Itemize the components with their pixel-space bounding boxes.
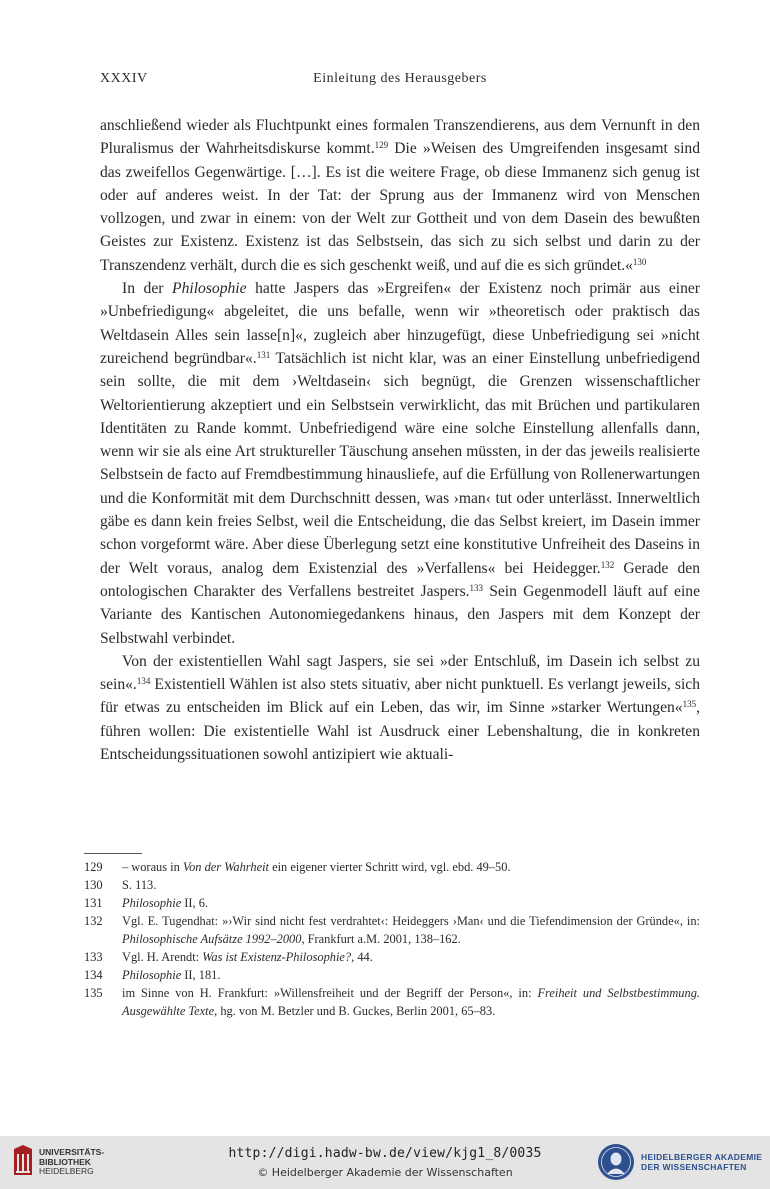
footnote-ref-133[interactable]: 133 [469,582,484,593]
main-text [100,114,700,766]
university-library-name: UNIVERSITÄTS- BIBLIOTHEK HEIDELBERG [39,1147,105,1176]
footnotes [84,858,700,1020]
footnote-ref-132[interactable]: 132 [600,559,615,570]
university-library-logo-icon[interactable] [12,1145,34,1177]
footnote-ref-131[interactable]: 131 [256,349,271,360]
academy-seal-logo-icon[interactable] [597,1143,635,1181]
footnote-ref-130[interactable]: 130 [632,256,647,267]
footnote-130: 130 S. 113. [84,878,157,892]
footnote-133: 133 Vgl. H. Arendt: Was ist Existenz-Philosophie?, 44. [84,950,373,964]
footnote-134: 134 Philosophie II, 181. [84,968,221,982]
paragraph-1: anschließend wieder als Fluchtpunkt eines formalen Transzendierens, aus dem Vernunft in den Pluralismus der Wahrheitsdiskurse kommt.$^{129}$ Die »Weisen des Umgreifenden insgesamt sind das zweifellos Gegenwärtige. […]. Es ist die weitere Frage, ob diese Immanenz sich genug ist oder auf anderes weist. In der Tat: der Sprung aus der Immanenz wird von Menschen vollzogen, und zwar in einem: von der Welt zur Gottheit und von dem Dasein des bewußten Geistes zur Existenz. Existenz ist das Selbstsein, das sich zu sich selbst und darin zu der Transzendenz verhält, durch die es sich geschenkt weiß, und auf die es sich gründet.«$^{130}$ [100,117,701,274]
copyright-notice: © Heidelberger Akademie der Wissenschaften [257,1166,513,1179]
footnote-132: 132 Vgl. E. Tugendhat: »›Wir sind nicht fest verdrahtet‹: Heideggers ›Man‹ und die Tiefendimension der Gründe«, in: Philosophische Aufsätze 1992–2000, Frankfurt a.M. 2001, 138–162. [84,914,700,946]
academy-name: HEIDELBERGER AKADEMIE DER WISSENSCHAFTEN [641,1152,763,1172]
page-folio: XXXIV [100,71,148,86]
page-footer [0,1136,770,1189]
paragraph-2: In der Philosophie hatte Jaspers das »Ergreifen« der Existenz noch primär aus einer »Unbefriedigung« abgeleitet, die uns befalle, wenn wir »theoretisch oder praktisch das Weltdasein Alles sein lasse[n]«, zugleich aber hinzugefügt, diese Unbefriedigung sei »nicht zureichend begründbar«.$^{131}$ Tatsächlich ist nicht klar, was an einer Einstellung unbefriedigend sein sollte, die mit dem ›Weltdasein‹ sich begnügt, die Grenzen wissenschaftlicher Weltorientierung akzeptiert und ein Selbstsein verwirklicht, das mit Brüchen und partikularen Identitäten zu Rande kommt. Unbefriedigend wäre eine solche Einstellung allenfalls dann, wenn wir sie als eine Art struktureller Täuschung ansehen müssten, in der das jeweils realisierte Selbstsein de facto auf Fremdbestimmung hinausliefe, auf die Erfüllung von Rollenerwartungen und die Konformität mit dem Durchschnitt dessen, was ›man‹ tut oder unterlässt. Innerweltlich gäbe es dann kein freies Selbst, weil die Entscheidung, die das Selbst kreiert, im Dasein immer schon vorgeformt wäre. Aber diese Überlegung setzt eine konstitutive Unfreiheit des Daseins in der Welt voraus, analog dem Existenzial des »Verfallens« bei Heidegger.$^{132}$ Gerade den ontologischen Charakter des Verfallens bestreitet Jaspers.$^{133}$ Sein Gegenmodell läuft auf eine Variante des Kantischen Autonomiegedankens hinaus, den Jaspers mit dem Konzept der Selbstwahl verbindet. [100,280,701,647]
footnote-divider [84,853,142,854]
footer-center [170,1146,600,1179]
footnote-129: 129 – woraus in Von der Wahrheit ein eigener vierter Schritt wird, vgl. ebd. 49–50. [84,860,511,874]
running-title: Einleitung des Herausgebers [313,71,487,86]
footnote-131: 131 Philosophie II, 6. [84,896,209,910]
footnote-135: 135 im Sinne von H. Frankfurt: »Willensfreiheit und der Begriff der Person«, in: Freiheit und Selbstbestimmung. Ausgewählte Texte, hg. von M. Betzler und B. Guckes, Berlin 2001, 65–83. [84,986,700,1018]
permalink[interactable]: http://digi.hadw-bw.de/view/kjg1_8/0035 [228,1146,542,1161]
paragraph-3: Von der existentiellen Wahl sagt Jaspers, sie sei »der Entschluß, im Dasein ich selbst zu sein«.$^{134}$ Existentiell Wählen ist also stets situativ, aber nicht punktuell. Es verlangt jeweils, sich für etwas zu entscheiden im Blick auf ein Leben, das wir, im Sinne »starker Wertungen«$^{135}$, führen wollen: Die existentielle Wahl ist Ausdruck einer Lebenshaltung, die in konkreten Entscheidungssituationen sowohl antizipiert wie aktuali- [100,652,700,764]
page-header [100,71,700,91]
footnote-ref-135[interactable]: 135 [682,699,697,710]
footnote-ref-134[interactable]: 134 [136,676,151,687]
footnote-ref-129[interactable]: 129 [374,140,389,151]
